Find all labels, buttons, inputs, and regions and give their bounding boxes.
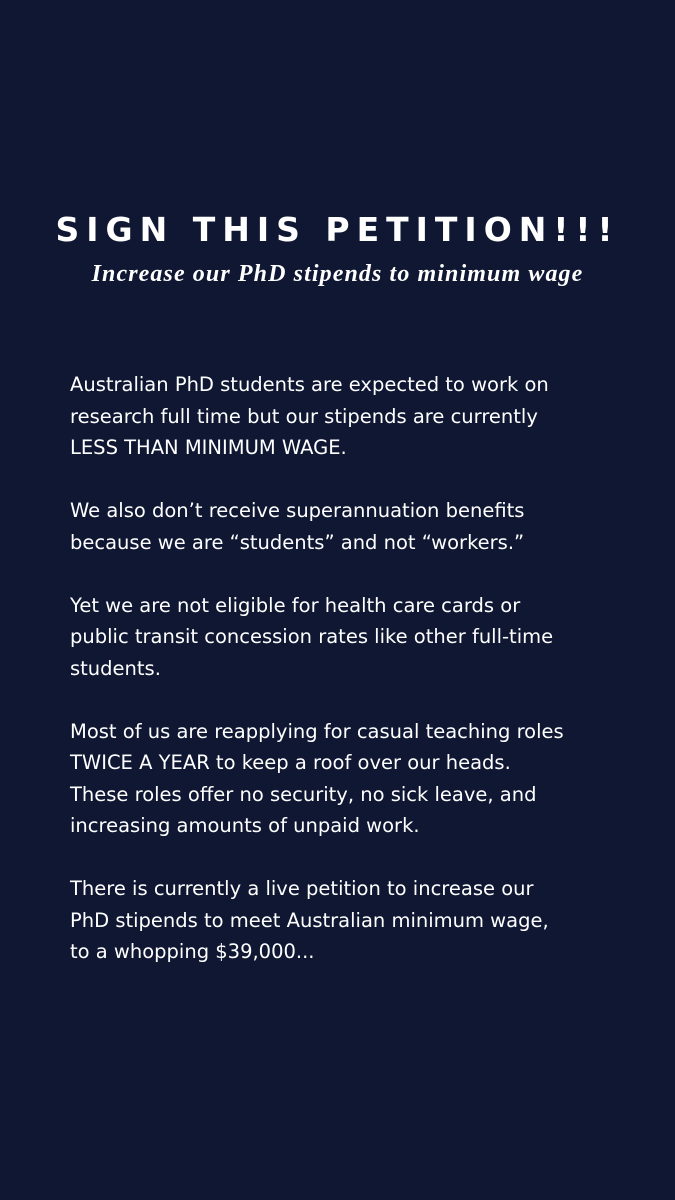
paragraph-live-petition — [70, 873, 640, 968]
paragraph-stipend — [70, 369, 640, 464]
page-title: SIGN THIS PETITION!!! — [55, 210, 620, 249]
text-line: These roles offer no security, no sick leave, and — [70, 782, 537, 806]
text-line: We also don’t receive superannuation benefits — [70, 499, 525, 522]
text-line: LESS THAN MINIMUM WAGE. — [70, 436, 347, 459]
text-line: PhD stipends to meet Australian minimum wage, — [70, 908, 549, 932]
text-line: There is currently a live petition to increase our — [70, 877, 534, 900]
text-line: increasing amounts of unpaid work. — [70, 814, 420, 837]
text-line: because we are “students” and not “workers.” — [70, 530, 525, 554]
text-line: to a whopping $39,000... — [70, 940, 315, 963]
paragraph-casual-roles — [70, 716, 640, 842]
paragraph-concessions — [70, 590, 640, 685]
text-line: research full time but our stipends are currently — [70, 404, 538, 428]
petition-body — [70, 369, 640, 999]
text-line: students. — [70, 656, 161, 680]
text-line: Most of us are reapplying for casual teaching roles — [70, 719, 564, 743]
paragraph-superannuation — [70, 495, 640, 558]
page-subtitle: Increase our PhD stipends to minimum wage — [91, 261, 584, 287]
text-line: Australian PhD students are expected to work on — [70, 373, 549, 396]
text-line: TWICE A YEAR to keep a roof over our heads. — [70, 751, 511, 774]
text-line: Yet we are not eligible for health care cards or — [70, 593, 521, 617]
text-line: public transit concession rates like other full-time — [70, 625, 554, 648]
